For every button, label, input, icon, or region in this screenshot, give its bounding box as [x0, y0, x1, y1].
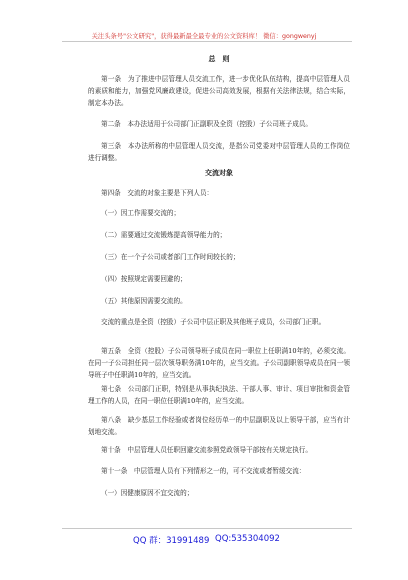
article-3: 第三条 本办法所称的中层管理人员交流，是指公司党委对中层管理人员的工作岗位进行调整。	[88, 142, 350, 163]
section-heading-objects: 交流对象	[205, 168, 233, 177]
list-item-5: （五）其他原因需要交流的。	[101, 297, 187, 305]
qq-group-number: QQ 群：31991489	[133, 536, 210, 546]
article-5: 第五条 全资（控股）子公司领导班子成员在同一职位上任职满10年的，必须交流。在同一子公司担任同一层次领导职务满10年的，应当交流。子公司副职领导成员在同一领导班子中任职满10年的，应当交流。	[88, 347, 350, 380]
article-4: 第四条 交流的对象主要是下列人员：	[101, 189, 214, 197]
article-10: 第十条 中层管理人员任职回避交流参照党政领导干部按有关规定执行。	[101, 446, 312, 454]
footer-divider	[62, 528, 352, 529]
article-11: 第十一条 中层管理人员有下列情形之一的，可不交流或者暂缓交流：	[101, 467, 306, 475]
article-1: 第一条 为了推进中层管理人员交流工作，进一步优化队伍结构，提高中层管理人员的素质和能力，加强党风廉政建设，促进公司高效发展，根据有关法律法规，结合实际，制定本办法。	[88, 75, 350, 108]
header-divider	[62, 41, 352, 42]
article-8: 第八条 缺少基层工作经验或者岗位经历单一的中层副职及以上领导干部，应当有计划地交流。	[88, 416, 350, 437]
list-item-1: （一）因工作需要交流的；	[101, 209, 181, 217]
qq-number: QQ:535304092	[215, 534, 280, 544]
list-item-a: （一）因健康原因不宜交流的；	[101, 489, 194, 497]
article-2: 第二条 本办法适用于公司部门正副职及全资（控股）子公司班子成员。	[101, 120, 312, 128]
header-banner: 关注头条号"公文研究"，获得最新最全最专业的公文资料库！ 微信：gongwenyj	[91, 33, 317, 40]
article-7: 第七条 公司部门正职，特别是从事执纪执法、干部人事、审计、项目审批和资金管理工作的人员，在同一职位任职满10年的，应当交流。	[88, 385, 350, 406]
list-item-3: （三）在一个子公司或者部门工作时间较长的；	[101, 253, 240, 261]
section-heading-general: 总 则	[208, 54, 230, 63]
list-item-2: （二）需要通过交流锻炼提高领导能力的；	[101, 231, 227, 239]
key-focus-paragraph: 交流的重点是全资（控股）子公司中层正职及其他班子成员，公司部门正职。	[101, 318, 326, 326]
list-item-4: （四）按照规定需要回避的；	[101, 275, 187, 283]
